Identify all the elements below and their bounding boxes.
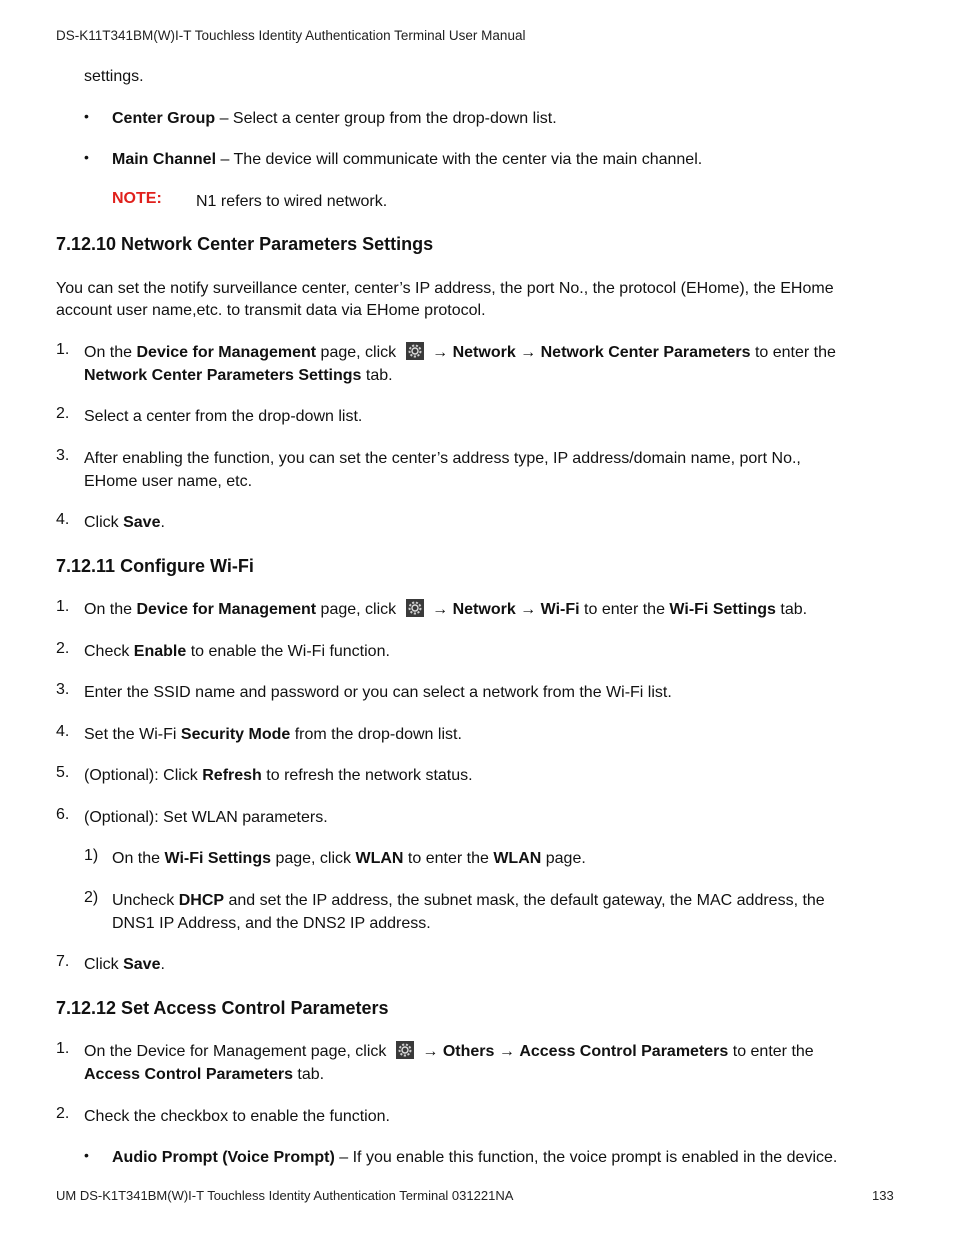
step-text: Enter the SSID name and password or you can select a network from the Wi-Fi list.: [84, 684, 672, 701]
bold-term: Network Center Parameters: [540, 344, 751, 361]
step-text: Check the checkbox to enable the function.: [84, 1108, 390, 1125]
bullet-main-channel: [112, 148, 702, 171]
step-number: 2.: [56, 640, 70, 657]
bold-term: Network Center Parameters Settings: [84, 367, 362, 384]
arrow: →: [498, 1043, 515, 1060]
text: Click: [84, 956, 124, 973]
step-number: 5.: [56, 764, 70, 781]
section-heading: 7.12.11 Configure Wi-Fi: [56, 556, 254, 576]
step-number: 2.: [56, 405, 70, 422]
term: Audio Prompt (Voice Prompt): [112, 1149, 335, 1166]
bold-term: Device for Management: [136, 344, 317, 361]
bold-term: Network: [452, 601, 516, 618]
text: to enable the Wi-Fi function.: [186, 643, 390, 660]
text: On the: [84, 601, 137, 618]
step-number: 6.: [56, 806, 70, 823]
text: page.: [541, 850, 586, 867]
text: tab.: [775, 601, 808, 618]
text: from the drop-down list.: [290, 726, 462, 743]
text: to enter the: [403, 850, 494, 867]
bold-term: Device for Management: [136, 601, 317, 618]
text: On the: [84, 344, 137, 361]
desc: – If you enable this function, the voice prompt is enabled in the device.: [334, 1149, 838, 1166]
text: .: [160, 514, 165, 531]
bold-term: Wi-Fi: [540, 601, 580, 618]
bold-term: Save: [123, 514, 161, 531]
step-number: 1.: [56, 1040, 70, 1057]
bold-term: Access Control Parameters: [84, 1066, 293, 1083]
bold-term: Wi-Fi Settings: [164, 850, 271, 867]
paragraph-line: account user name,etc. to transmit data via EHome protocol.: [56, 302, 486, 319]
bold-term: WLAN: [355, 850, 404, 867]
bullet-marker: •: [84, 108, 89, 124]
step-text: [84, 341, 836, 364]
desc: – The device will communicate with the center via the main channel.: [216, 151, 703, 168]
step-number: 2.: [56, 1105, 70, 1122]
term: Center Group: [112, 110, 216, 127]
text: Set the Wi-Fi: [84, 726, 181, 743]
step-number: 3.: [56, 681, 70, 698]
arrow: →: [422, 1043, 439, 1060]
text: Click: [84, 514, 124, 531]
text: to enter the: [750, 344, 836, 361]
page-footer: UM DS-K1T341BM(W)I-T Touchless Identity Authentication Terminal 031221NA: [56, 1188, 514, 1203]
step-text: [84, 598, 807, 621]
bold-term: Save: [123, 956, 161, 973]
bold-term: Others: [442, 1043, 495, 1060]
step-number: 4.: [56, 723, 70, 740]
substep-text: [112, 847, 586, 870]
gear-icon: [396, 1041, 414, 1059]
text: tab.: [361, 367, 393, 384]
section-heading: 7.12.12 Set Access Control Parameters: [56, 998, 389, 1018]
bold-term: Enable: [133, 643, 187, 660]
bold-term: Refresh: [202, 767, 262, 784]
step-text-continued: [84, 364, 393, 387]
text: Check: [84, 643, 134, 660]
bold-term: DHCP: [178, 892, 225, 909]
step-number: 7.: [56, 953, 70, 970]
gear-icon: [406, 342, 424, 360]
substep-number: 1): [84, 847, 99, 864]
bullet-marker: •: [84, 1147, 89, 1163]
bullet-center-group: [112, 107, 557, 130]
bold-term: Wi-Fi Settings: [669, 601, 776, 618]
text: (Optional): Click: [84, 767, 203, 784]
text: page, click: [271, 850, 356, 867]
gear-icon: [406, 599, 424, 617]
page-number: 133: [872, 1188, 894, 1203]
bold-term: Network: [452, 344, 516, 361]
step-text: [84, 953, 165, 976]
step-number: 4.: [56, 511, 70, 528]
step-number: 1.: [56, 598, 70, 615]
text: On the Device for Management page, click: [84, 1043, 387, 1060]
substep-number: 2): [84, 889, 99, 906]
substep-text: [112, 889, 825, 912]
desc: – Select a center group from the drop-down list.: [215, 110, 557, 127]
step-number: 3.: [56, 447, 70, 464]
text: to enter the: [579, 601, 670, 618]
section-heading: 7.12.10 Network Center Parameters Settings: [56, 234, 434, 254]
continued-text: settings.: [84, 68, 144, 85]
bullet-audio-prompt: [112, 1146, 837, 1169]
bold-term: WLAN: [493, 850, 542, 867]
step-text: [84, 640, 390, 663]
step-text: [84, 511, 165, 534]
note-label: NOTE:: [112, 190, 162, 207]
step-text: (Optional): Set WLAN parameters.: [84, 809, 328, 826]
text: tab.: [292, 1066, 325, 1083]
step-text: Select a center from the drop-down list.: [84, 408, 363, 425]
substep-text-continued: DNS1 IP Address, and the DNS2 IP address.: [112, 915, 431, 932]
text: page, click: [316, 344, 397, 361]
arrow: →: [520, 601, 537, 618]
step-text: [84, 723, 462, 746]
text: to refresh the network status.: [261, 767, 473, 784]
text: On the: [112, 850, 165, 867]
step-text-continued: [84, 1063, 324, 1086]
arrow: →: [432, 344, 449, 361]
text: page, click: [316, 601, 397, 618]
text: .: [160, 956, 165, 973]
paragraph-line: You can set the notify surveillance center, center’s IP address, the port No., the protocol (EHome), the EHome: [56, 280, 834, 297]
bold-term: Security Mode: [180, 726, 291, 743]
step-text: [84, 1040, 814, 1063]
note-text: N1 refers to wired network.: [196, 193, 388, 210]
arrow: →: [432, 601, 449, 618]
step-text: [84, 764, 473, 787]
arrow: →: [520, 344, 537, 361]
step-text: After enabling the function, you can set the center’s address type, IP address/domain name, port No.,: [84, 450, 801, 467]
page-header: DS-K11T341BM(W)I-T Touchless Identity Authentication Terminal User Manual: [56, 28, 526, 43]
bullet-marker: •: [84, 149, 89, 165]
text: and set the IP address, the subnet mask, the default gateway, the MAC address, the: [224, 892, 825, 909]
text: to enter the: [728, 1043, 814, 1060]
term: Main Channel: [112, 151, 217, 168]
step-number: 1.: [56, 341, 70, 358]
text: Uncheck: [112, 892, 179, 909]
step-text-continued: EHome user name, etc.: [84, 473, 253, 490]
bold-term: Access Control Parameters: [519, 1043, 729, 1060]
